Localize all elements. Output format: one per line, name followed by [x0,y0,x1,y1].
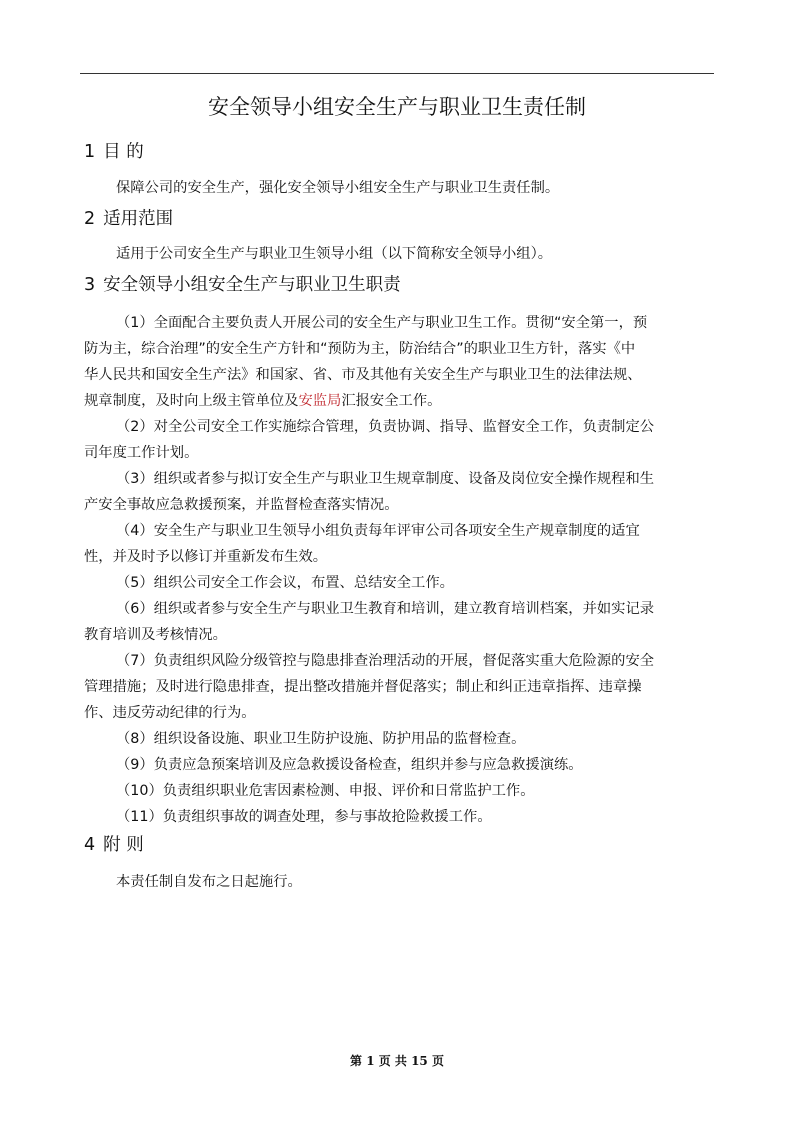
duty-4-line: （4）安全生产与职业卫生领导小组负责每年评审公司各项安全生产规章制度的适宜 [116,523,640,539]
section-title: 适用范围 [103,209,174,229]
duty-6-line: （6）组织或者参与安全生产与职业卫生教育和培训，建立教育培训档案，并如实记录 [116,601,655,617]
duty-4-line: 性，并及时予以修订并重新发布生效。 [84,549,328,565]
section-heading-duties [84,272,401,298]
duty-7-line: 作、违反劳动纪律的行为。 [84,705,256,721]
duty-7-line: 管理措施；及时进行隐患排查，提出整改措施并督促落实；制止和纠正违章指挥、违章操 [84,679,642,695]
duty-1-line [84,391,441,411]
duty-1-text: 汇报安全工作。 [341,393,442,409]
section-number: 3 [84,275,96,295]
section-heading-scope [84,206,173,232]
section-title: 安全领导小组安全生产与职业卫生职责 [103,275,401,295]
purpose-paragraph: 保障公司的安全生产，强化安全领导小组安全生产与职业卫生责任制。 [116,180,560,196]
supplementary-paragraph: 本责任制自发布之日起施行。 [116,874,302,890]
duty-2-line: 司年度工作计划。 [84,445,199,461]
duty-8-line: （8）组织设备设施、职业卫生防护设施、防护用品的监督检查。 [116,731,526,747]
section-title: 目 的 [103,142,144,162]
page-number-footer: 第 1 页 共 15 页 [350,1054,444,1068]
duty-9-line: （9）负责应急预案培训及应急救援设备检查，组织并参与应急救援演练。 [116,757,583,773]
duty-1-text: 规章制度，及时向上级主管单位及 [84,393,299,409]
section-heading-supplementary [84,832,144,858]
document-title: 安全领导小组安全生产与职业卫生责任制 [208,95,586,119]
header-rule [80,73,714,74]
duty-7-line: （7）负责组织风险分级管控与隐患排查治理活动的开展，督促落实重大危险源的安全 [116,653,655,669]
section-number: 1 [84,142,96,162]
section-number: 2 [84,209,96,229]
scope-paragraph: 适用于公司安全生产与职业卫生领导小组（以下简称安全领导小组）。 [116,246,553,262]
duty-1-line: 防为主，综合治理”的安全生产方针和“预防为主，防治结合”的职业卫生方针，落实《中 [84,341,636,357]
section-number: 4 [84,835,96,855]
duty-10-line: （10）负责组织职业危害因素检测、申报、评价和日常监护工作。 [116,783,535,799]
section-heading-purpose [84,139,144,165]
duty-6-line: 教育培训及考核情况。 [84,627,227,643]
duty-5-line: （5）组织公司安全工作会议，布置、总结安全工作。 [116,575,454,591]
highlighted-term: 安监局 [298,393,342,409]
section-title: 附 则 [103,835,144,855]
duty-2-line: （2）对全公司安全工作实施综合管理，负责协调、指导、监督安全工作，负责制定公 [116,419,655,435]
duty-3-line: 产安全事故应急救援预案，并监督检查落实情况。 [84,497,399,513]
duty-3-line: （3）组织或者参与拟订安全生产与职业卫生规章制度、设备及岗位安全操作规程和生 [116,471,655,487]
duty-1-line: （1）全面配合主要负责人开展公司的安全生产与职业卫生工作。贯彻“安全第一，预 [116,315,648,331]
duty-11-line: （11）负责组织事故的调查处理，参与事故抢险救援工作。 [116,809,492,825]
duty-1-line: 华人民共和国安全生产法》和国家、省、市及其他有关安全生产与职业卫生的法律法规、 [84,367,642,383]
